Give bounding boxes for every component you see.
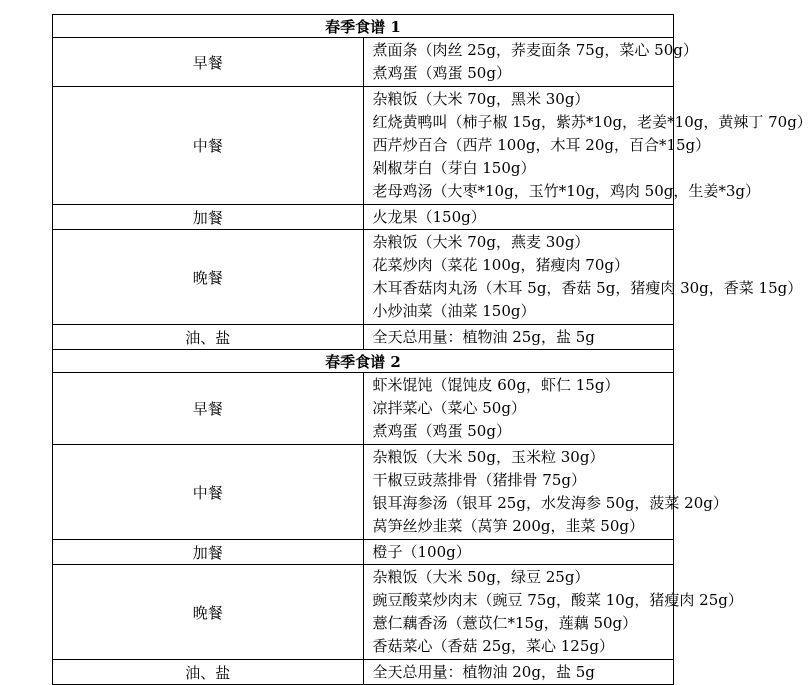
meal-items bbox=[363, 87, 812, 205]
meal-items bbox=[363, 445, 728, 540]
dish-item: 全天总用量：植物油 25g，盐 5g bbox=[372, 328, 595, 346]
meal-items bbox=[363, 325, 674, 350]
dish-item: 莴笋丝炒韭菜（莴笋 200g，韭菜 50g） bbox=[372, 517, 644, 535]
dish-item: 杂粮饭（大米 70g，燕麦 30g） bbox=[372, 233, 590, 251]
dish-item: 杂粮饭（大米 70g，黑米 30g） bbox=[372, 90, 590, 108]
menu-title-row bbox=[53, 350, 674, 373]
dish-item: 橙子（100g） bbox=[372, 543, 471, 561]
meal-name: 中餐 bbox=[53, 445, 364, 540]
dish-item: 花菜炒肉（菜花 100g，猪瘦肉 70g） bbox=[372, 256, 629, 274]
dish-item: 小炒油菜（油菜 150g） bbox=[372, 302, 536, 320]
meal-row-dinner bbox=[53, 565, 674, 660]
meal-row-snack bbox=[53, 540, 674, 565]
meal-row-lunch bbox=[53, 445, 674, 540]
dish-item: 煮鸡蛋（鸡蛋 50g） bbox=[372, 422, 511, 440]
dish-item: 凉拌菜心（菜心 50g） bbox=[372, 399, 526, 417]
meal-items bbox=[363, 230, 803, 325]
dish-item: 杂粮饭（大米 50g，绿豆 25g） bbox=[372, 568, 590, 586]
meal-row-breakfast bbox=[53, 38, 674, 87]
meal-name: 早餐 bbox=[53, 38, 364, 87]
recipe-table bbox=[52, 14, 812, 685]
meal-row-lunch bbox=[53, 87, 674, 205]
meal-row-dinner bbox=[53, 230, 674, 325]
meal-name: 中餐 bbox=[53, 87, 364, 205]
menu-title-row bbox=[53, 15, 674, 38]
dish-item: 老母鸡汤（大枣*10g，玉竹*10g，鸡肉 50g，生姜*3g） bbox=[372, 182, 760, 200]
meal-name: 晚餐 bbox=[53, 230, 364, 325]
meal-row-breakfast bbox=[53, 373, 674, 445]
meal-items bbox=[363, 565, 743, 660]
meal-items bbox=[363, 660, 674, 685]
dish-item: 杂粮饭（大米 50g，玉米粒 30g） bbox=[372, 448, 605, 466]
meal-name: 加餐 bbox=[53, 540, 364, 565]
meal-row-oil-salt bbox=[53, 325, 674, 350]
dish-item: 煮鸡蛋（鸡蛋 50g） bbox=[372, 64, 511, 82]
dish-item: 银耳海参汤（银耳 25g，水发海参 50g，菠菜 20g） bbox=[372, 494, 728, 512]
menu-title: 春季食谱 1 bbox=[53, 15, 674, 38]
meal-row-snack bbox=[53, 205, 674, 230]
dish-item: 香菇菜心（香菇 25g，菜心 125g） bbox=[372, 637, 614, 655]
meal-name: 晚餐 bbox=[53, 565, 364, 660]
meal-items bbox=[363, 38, 698, 87]
dish-item: 干椒豆豉蒸排骨（猪排骨 75g） bbox=[372, 471, 586, 489]
meal-items bbox=[363, 373, 674, 445]
dish-item: 木耳香菇肉丸汤（木耳 5g，香菇 5g，猪瘦肉 30g，香菜 15g） bbox=[372, 279, 803, 297]
meal-name: 加餐 bbox=[53, 205, 364, 230]
dish-item: 红烧黄鸭叫（柿子椒 15g，紫苏*10g，老姜*10g，黄辣丁 70g） bbox=[372, 113, 812, 131]
menu-title: 春季食谱 2 bbox=[53, 350, 674, 373]
meal-name: 油、盐 bbox=[53, 660, 364, 685]
dish-item: 火龙果（150g） bbox=[372, 208, 486, 226]
dish-item: 西芹炒百合（西芹 100g，木耳 20g，百合*15g） bbox=[372, 136, 711, 154]
dish-item: 全天总用量：植物油 20g，盐 5g bbox=[372, 663, 595, 681]
dish-item: 豌豆酸菜炒肉末（豌豆 75g，酸菜 10g，猪瘦肉 25g） bbox=[372, 591, 743, 609]
meal-items bbox=[363, 205, 674, 230]
dish-item: 薏仁藕香汤（薏苡仁*15g，莲藕 50g） bbox=[372, 614, 638, 632]
dish-item: 煮面条（肉丝 25g，荞麦面条 75g，菜心 50g） bbox=[372, 41, 698, 59]
meal-row-oil-salt bbox=[53, 660, 674, 685]
meal-name: 油、盐 bbox=[53, 325, 364, 350]
dish-item: 虾米馄饨（馄饨皮 60g，虾仁 15g） bbox=[372, 376, 620, 394]
meal-name: 早餐 bbox=[53, 373, 364, 445]
dish-item: 剁椒芽白（芽白 150g） bbox=[372, 159, 536, 177]
meal-items bbox=[363, 540, 674, 565]
